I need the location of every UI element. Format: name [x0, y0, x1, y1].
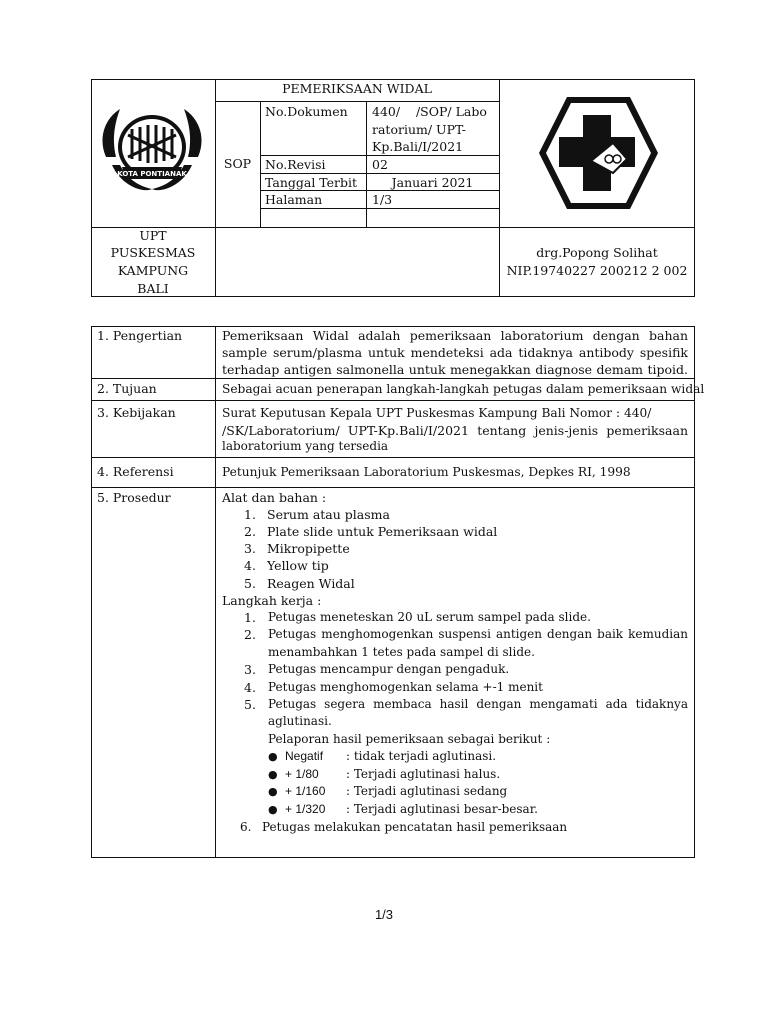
no-dokumen-value-1: 440/ /SOP/ Labo: [372, 104, 487, 119]
alat-number: 3.: [244, 541, 256, 556]
no-dokumen-label: No.Dokumen: [265, 104, 348, 119]
tanggal-terbit-value: Januari 2021: [391, 175, 474, 190]
alat-item: Plate slide untuk Pemeriksaan widal: [267, 524, 498, 539]
alat-item: Yellow tip: [267, 558, 329, 573]
alat-number: 1.: [244, 507, 256, 522]
result-desc: : Terjadi aglutinasi besar-besar.: [346, 802, 538, 816]
alat-item: Mikropipette: [267, 541, 350, 556]
kebijakan-line-3: laboratorium yang tersedia: [222, 439, 389, 453]
kebijakan-line-2: /SK/Laboratorium/ UPT-Kp.Bali/I/2021 tentang jenis-jenis pemeriksaan: [222, 423, 688, 438]
step-item: Petugas mencampur dengan pengaduk.: [268, 662, 510, 676]
prosedur-label: 5. Prosedur: [97, 490, 171, 505]
result-value: Negatif: [285, 749, 324, 763]
pengertian-label: 1. Pengertian: [97, 328, 183, 343]
step-number: 2.: [244, 627, 256, 642]
no-dokumen-value-2: ratorium/ UPT-: [372, 122, 466, 137]
org-line-2: PUSKESMAS: [110, 245, 196, 260]
step-item: Petugas menghomogenkan selama +-1 menit: [268, 680, 543, 694]
step-number: 5.: [244, 697, 256, 712]
kota-pontianak-logo: [92, 95, 212, 205]
bullet: ●: [268, 768, 278, 781]
step-item: Petugas melakukan pencatatan hasil pemeriksaan: [262, 820, 568, 834]
result-value: + 1/80: [285, 767, 319, 781]
alat-item: Reagen Widal: [267, 576, 355, 591]
step-item: Petugas menghomogenkan suspensi antigen dengan baik kemudian: [268, 627, 688, 641]
step-number: 3.: [244, 662, 256, 677]
halaman-label: Halaman: [265, 192, 323, 207]
result-value: + 1/320: [285, 802, 326, 816]
pengertian-line-2: sample serum/plasma untuk mendeteksi ada tidaknya antibody spesifik: [222, 345, 688, 360]
alat-number: 4.: [244, 558, 256, 573]
org-line-3: KAMPUNG: [117, 263, 189, 278]
bullet: ●: [268, 750, 278, 763]
step-item: Petugas segera membaca hasil dengan mengamati ada tidaknya: [268, 697, 688, 711]
signer-name: drg.Popong Solihat: [536, 245, 658, 260]
step-item: Petugas meneteskan 20 uL serum sampel pada slide.: [268, 610, 591, 624]
referensi-label: 4. Referensi: [97, 464, 174, 479]
pengertian-line-3: terhadap antigen salmonella untuk menegakkan diagnose demam tipoid.: [222, 362, 688, 377]
org-line-4: BALI: [137, 281, 169, 296]
alat-heading: Alat dan bahan :: [222, 490, 327, 505]
result-value: + 1/160: [285, 784, 326, 798]
bullet: ●: [268, 803, 278, 816]
signer-nip: NIP.19740227 200212 2 002: [506, 263, 688, 278]
no-revisi-label: No.Revisi: [265, 157, 326, 172]
step-number: 1.: [244, 610, 256, 625]
step-number: 6.: [240, 820, 252, 834]
step-item-continued: menambahkan 1 tetes pada sampel di slide.: [268, 645, 535, 659]
result-desc: : Terjadi aglutinasi halus.: [346, 767, 501, 781]
step-item-continued: aglutinasi.: [268, 714, 332, 728]
sop-label: SOP: [223, 156, 252, 171]
no-dokumen-value-3: Kp.Bali/I/2021: [372, 139, 464, 154]
pengertian-line-1: Pemeriksaan Widal adalah pemeriksaan laboratorium dengan bahan: [222, 328, 688, 343]
alat-number: 2.: [244, 524, 256, 539]
page-number: 1/3: [374, 907, 394, 922]
tanggal-terbit-label: Tanggal Terbit: [265, 175, 358, 190]
pelaporan-text: Pelaporan hasil pemeriksaan sebagai berikut :: [268, 732, 551, 746]
bullet: ●: [268, 785, 278, 798]
halaman-value: 1/3: [372, 192, 393, 207]
alat-item: Serum atau plasma: [267, 507, 390, 522]
svg-text:KOTA PONTIANAK: KOTA PONTIANAK: [117, 170, 187, 178]
no-revisi-value: 02: [372, 157, 388, 172]
langkah-heading: Langkah kerja :: [222, 593, 322, 608]
kebijakan-label: 3. Kebijakan: [97, 405, 176, 420]
tujuan-text: Sebagai acuan penerapan langkah-langkah petugas dalam pemeriksaan widal: [222, 382, 705, 396]
org-line-1: UPT: [139, 228, 167, 243]
alat-number: 5.: [244, 576, 256, 591]
puskesmas-logo: [537, 93, 660, 213]
result-desc: : Terjadi aglutinasi sedang: [346, 784, 508, 798]
result-desc: : tidak terjadi aglutinasi.: [346, 749, 497, 763]
referensi-text: Petunjuk Pemeriksaan Laboratorium Puskesmas, Depkes RI, 1998: [222, 465, 631, 479]
kebijakan-line-1: Surat Keputusan Kepala UPT Puskesmas Kampung Bali Nomor : 440/: [222, 406, 652, 420]
tujuan-label: 2. Tujuan: [97, 381, 157, 396]
step-number: 4.: [244, 680, 256, 695]
document-title: PEMERIKSAAN WIDAL: [282, 81, 432, 96]
